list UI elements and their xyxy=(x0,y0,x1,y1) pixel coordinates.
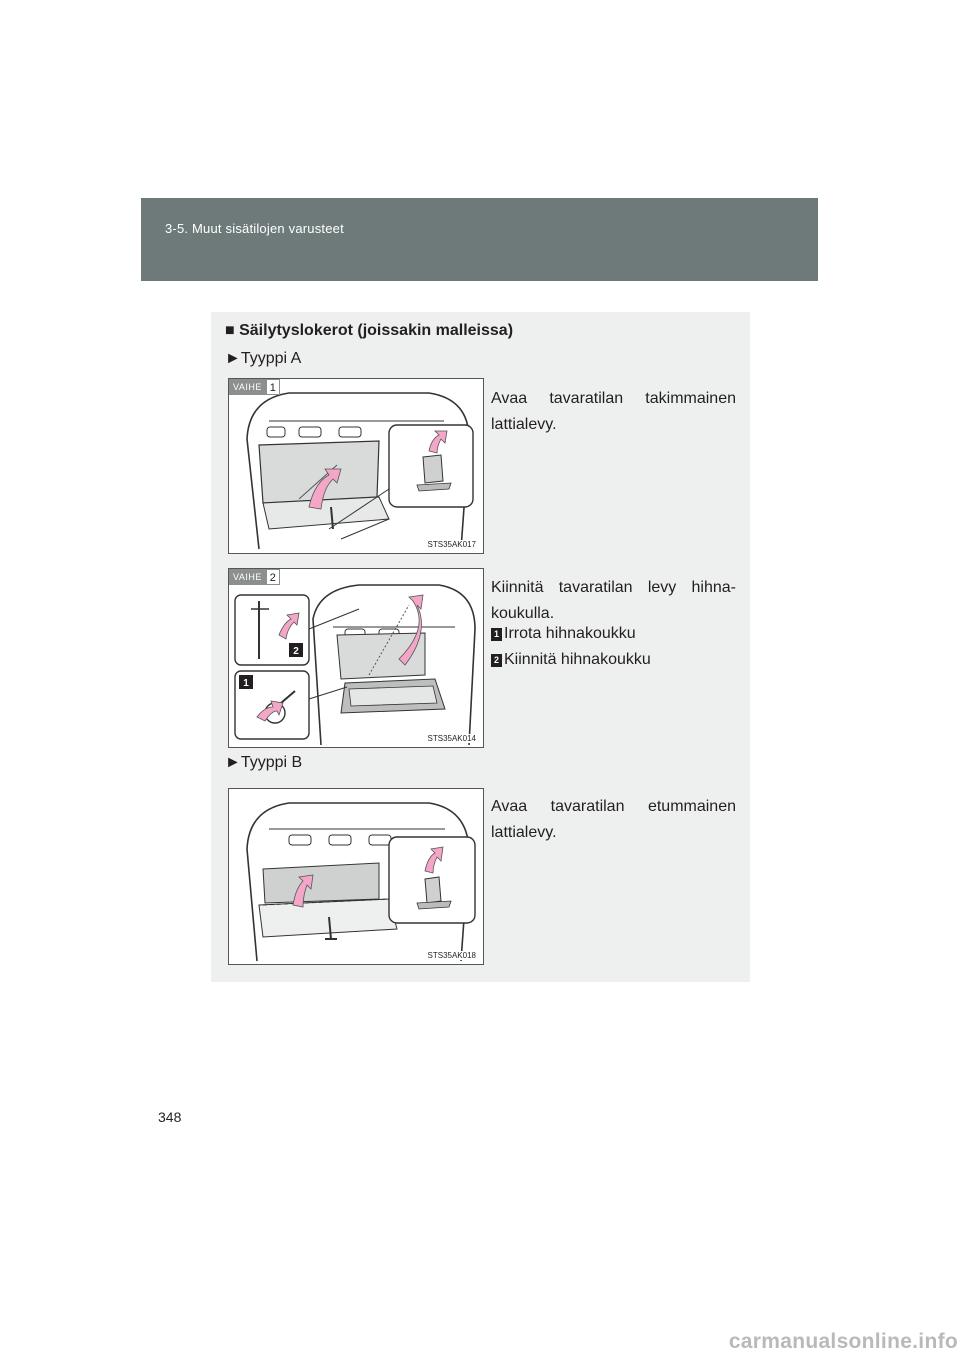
step-2-item-2-label: Kiinnitä hihnakoukku xyxy=(504,651,651,668)
cargo-rear-floor-illustration xyxy=(229,379,483,553)
step-2-item-2 xyxy=(491,647,651,673)
chapter-header-band xyxy=(141,198,818,281)
step-3-text: Avaa tavaratilan etummainen lattialevy. xyxy=(491,798,736,841)
figure-step-2 xyxy=(228,568,484,748)
num-box-1: 1 xyxy=(491,628,502,641)
callout-2: 2 xyxy=(293,646,299,657)
num-box-2: 2 xyxy=(491,654,502,667)
page-number: 348 xyxy=(158,1109,182,1125)
watermark: carmanualsonline.info xyxy=(728,1330,958,1353)
step-2-item-1 xyxy=(491,621,636,647)
type-b-label: ►Tyyppi B xyxy=(225,754,303,771)
cargo-strap-hook-illustration xyxy=(229,569,483,747)
step-2-text: Kiinnitä tavaratilan levy hihna-koukulla. xyxy=(491,579,736,622)
step-1-text: Avaa tavaratilan takimmainen lattialevy. xyxy=(491,390,736,433)
step-2-item-1-label: Irrota hihnakoukku xyxy=(504,625,636,642)
content-panel xyxy=(211,312,750,982)
type-a-label: ►Tyyppi A xyxy=(225,350,302,367)
cargo-front-floor-illustration xyxy=(229,789,483,964)
figure-code-2: STS35AK014 xyxy=(427,734,476,743)
figure-step-3 xyxy=(228,788,484,965)
callout-1: 1 xyxy=(243,678,249,689)
figure-code-3: STS35AK018 xyxy=(427,951,476,960)
figure-code-1: STS35AK017 xyxy=(427,540,476,549)
chapter-title: 3-5. Muut sisätilojen varusteet xyxy=(165,221,344,236)
figure-step-1 xyxy=(228,378,484,554)
step-badge-2: VAIHE 2 xyxy=(229,569,280,585)
step-badge-1: VAIHE 1 xyxy=(229,379,280,395)
section-heading: ■ Säilytyslokerot (joissakin malleissa) xyxy=(225,322,514,339)
